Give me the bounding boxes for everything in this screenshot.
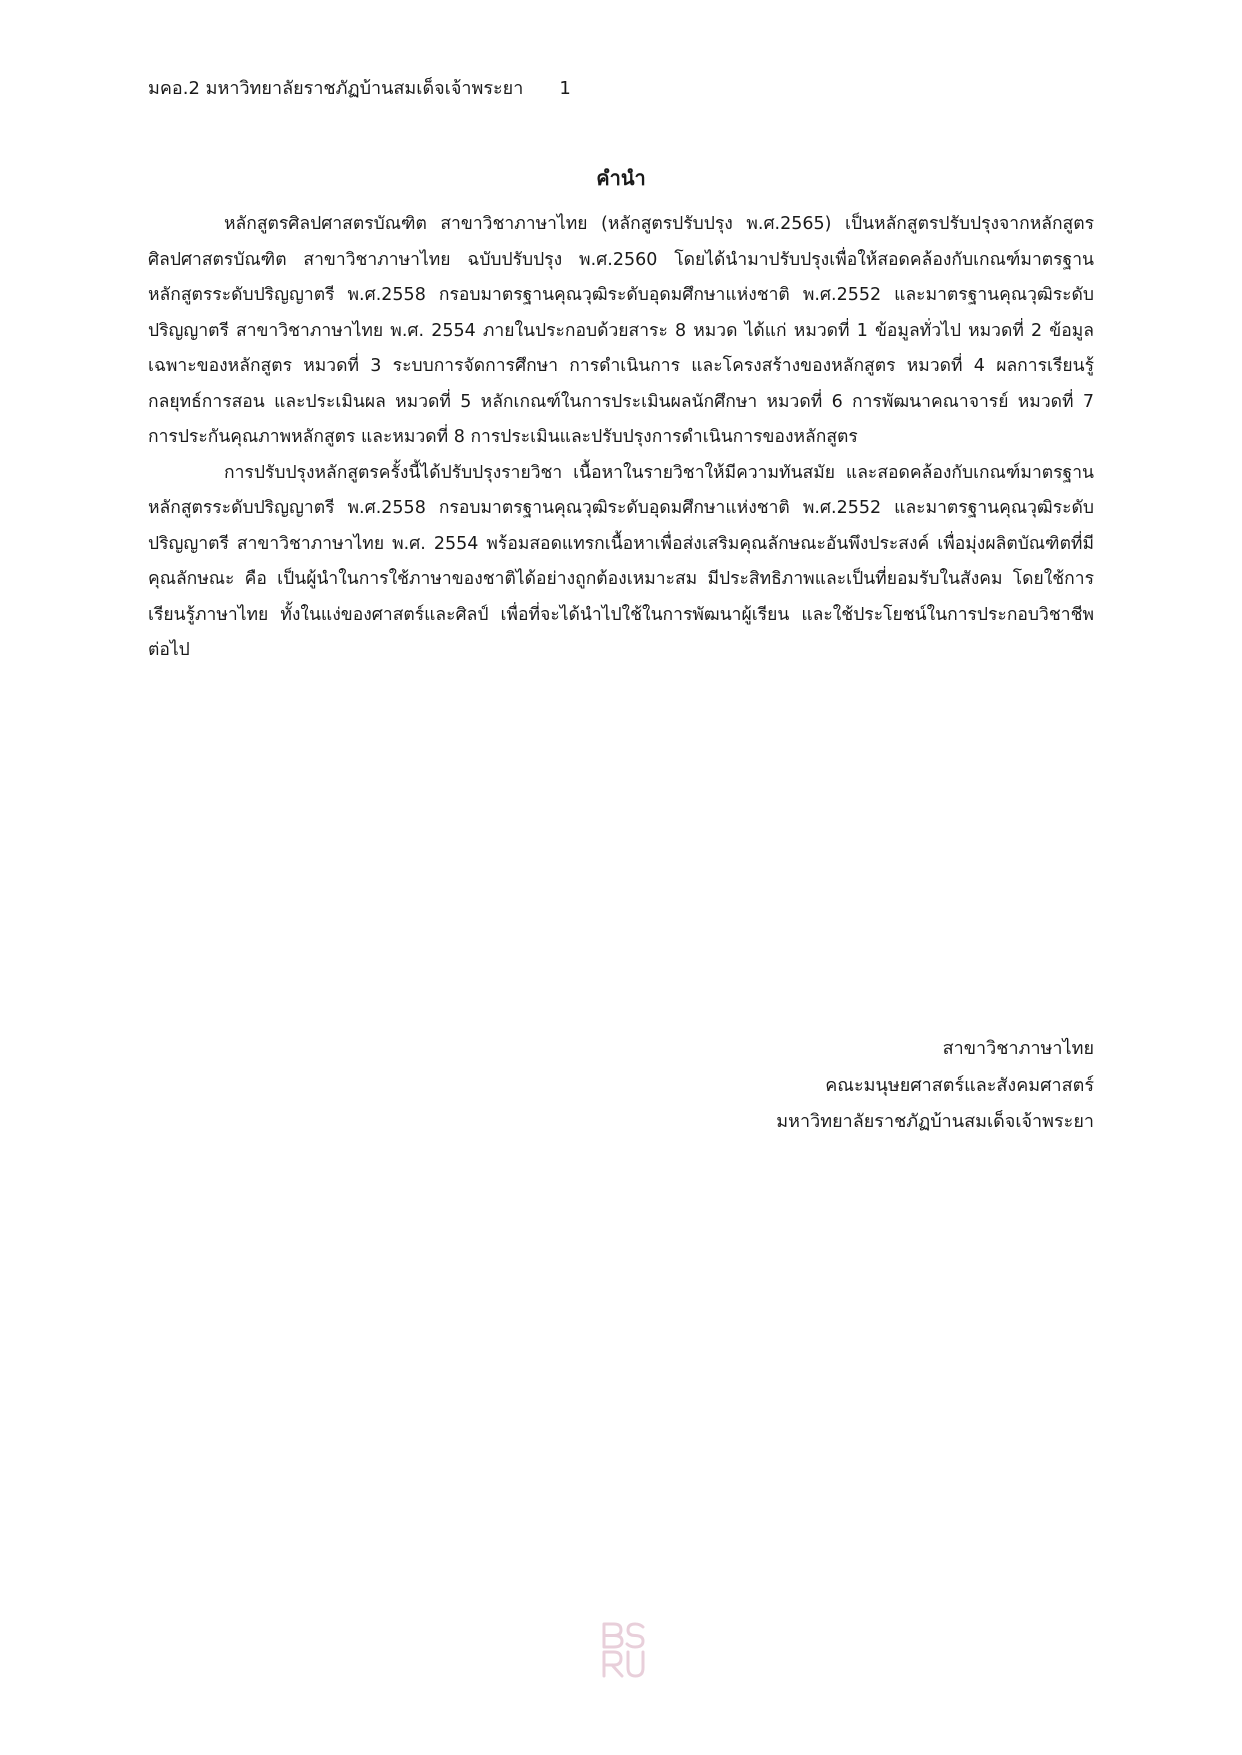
signature-university: มหาวิทยาลัยราชภัฏบ้านสมเด็จเจ้าพระยา <box>776 1111 1094 1132</box>
document-title: คำนำ <box>596 166 646 190</box>
header-title: มคอ.2 มหาวิทยาลัยราชภัฏบ้านสมเด็จเจ้าพระยา <box>148 78 524 99</box>
signature-department: สาขาวิชาภาษาไทย <box>942 1038 1094 1059</box>
document-body <box>148 207 1094 669</box>
signature-block <box>776 1031 1094 1141</box>
page-header <box>148 74 571 104</box>
paragraph-1: หลักสูตรศิลปศาสตรบัณฑิต สาขาวิชาภาษาไทย (หลักสูตรปรับปรุง พ.ศ.2565) เป็นหลักสูตรปรับปรุงจากหลักสูตรศิลปศาสตรบัณฑิต สาขาวิชาภาษาไทย ฉบับปรับปรุง พ.ศ.2560 โดยได้นำมาปรับปรุงเพื่อให้สอดคล้องกับเกณฑ์มาตรฐานหลักสูตรระดับปริญญาตรี พ.ศ.2558 กรอบมาตรฐานคุณวุฒิระดับอุดมศึกษาแห่งชาติ พ.ศ.2552 และมาตรฐานคุณวุฒิระดับปริญญาตรี สาขาวิชาภาษาไทย พ.ศ. 2554 ภายในประกอบด้วยสาระ 8 หมวด ได้แก่ หมวดที่ 1 ข้อมูลทั่วไป หมวดที่ 2 ข้อมูลเฉพาะของหลักสูตร หมวดที่ 3 ระบบการจัดการศึกษา การดำเนินการ และโครงสร้างของหลักสูตร หมวดที่ 4 ผลการเรียนรู้ กลยุทธ์การสอน และประเมินผล หมวดที่ 5 หลักเกณฑ์ในการประเมินผลนักศึกษา หมวดที่ 6 การพัฒนาคณาจารย์ หมวดที่ 7 การประกันคุณภาพหลักสูตร และหมวดที่ 8 การประเมินและปรับปรุงการดำเนินการของหลักสูตร <box>148 214 1094 447</box>
bsru-watermark-logo <box>600 1620 648 1680</box>
page-number: 1 <box>559 78 571 99</box>
signature-faculty: คณะมนุษยศาสตร์และสังคมศาสตร์ <box>825 1074 1094 1096</box>
paragraph-2: การปรับปรุงหลักสูตรครั้งนี้ได้ปรับปรุงรายวิชา เนื้อหาในรายวิชาให้มีความทันสมัย และสอดคล้องกับเกณฑ์มาตรฐานหลักสูตรระดับปริญญาตรี พ.ศ.2558 กรอบมาตรฐานคุณวุฒิระดับอุดมศึกษาแห่งชาติ พ.ศ.2552 และมาตรฐานคุณวุฒิระดับปริญญาตรี สาขาวิชาภาษาไทย พ.ศ. 2554 พร้อมสอดแทรกเนื้อหาเพื่อส่งเสริมคุณลักษณะอันพึงประสงค์ เพื่อมุ่งผลิตบัณฑิตที่มีคุณลักษณะ คือ เป็นผู้นำในการใช้ภาษาของชาติได้อย่างถูกต้องเหมาะสม มีประสิทธิภาพและเป็นที่ยอมรับในสังคม โดยใช้การเรียนรู้ภาษาไทย ทั้งในแง่ของศาสตร์และศิลป์ เพื่อที่จะได้นำไปใช้ในการพัฒนาผู้เรียน และใช้ประโยชน์ในการประกอบวิชาชีพต่อไป <box>148 462 1094 660</box>
